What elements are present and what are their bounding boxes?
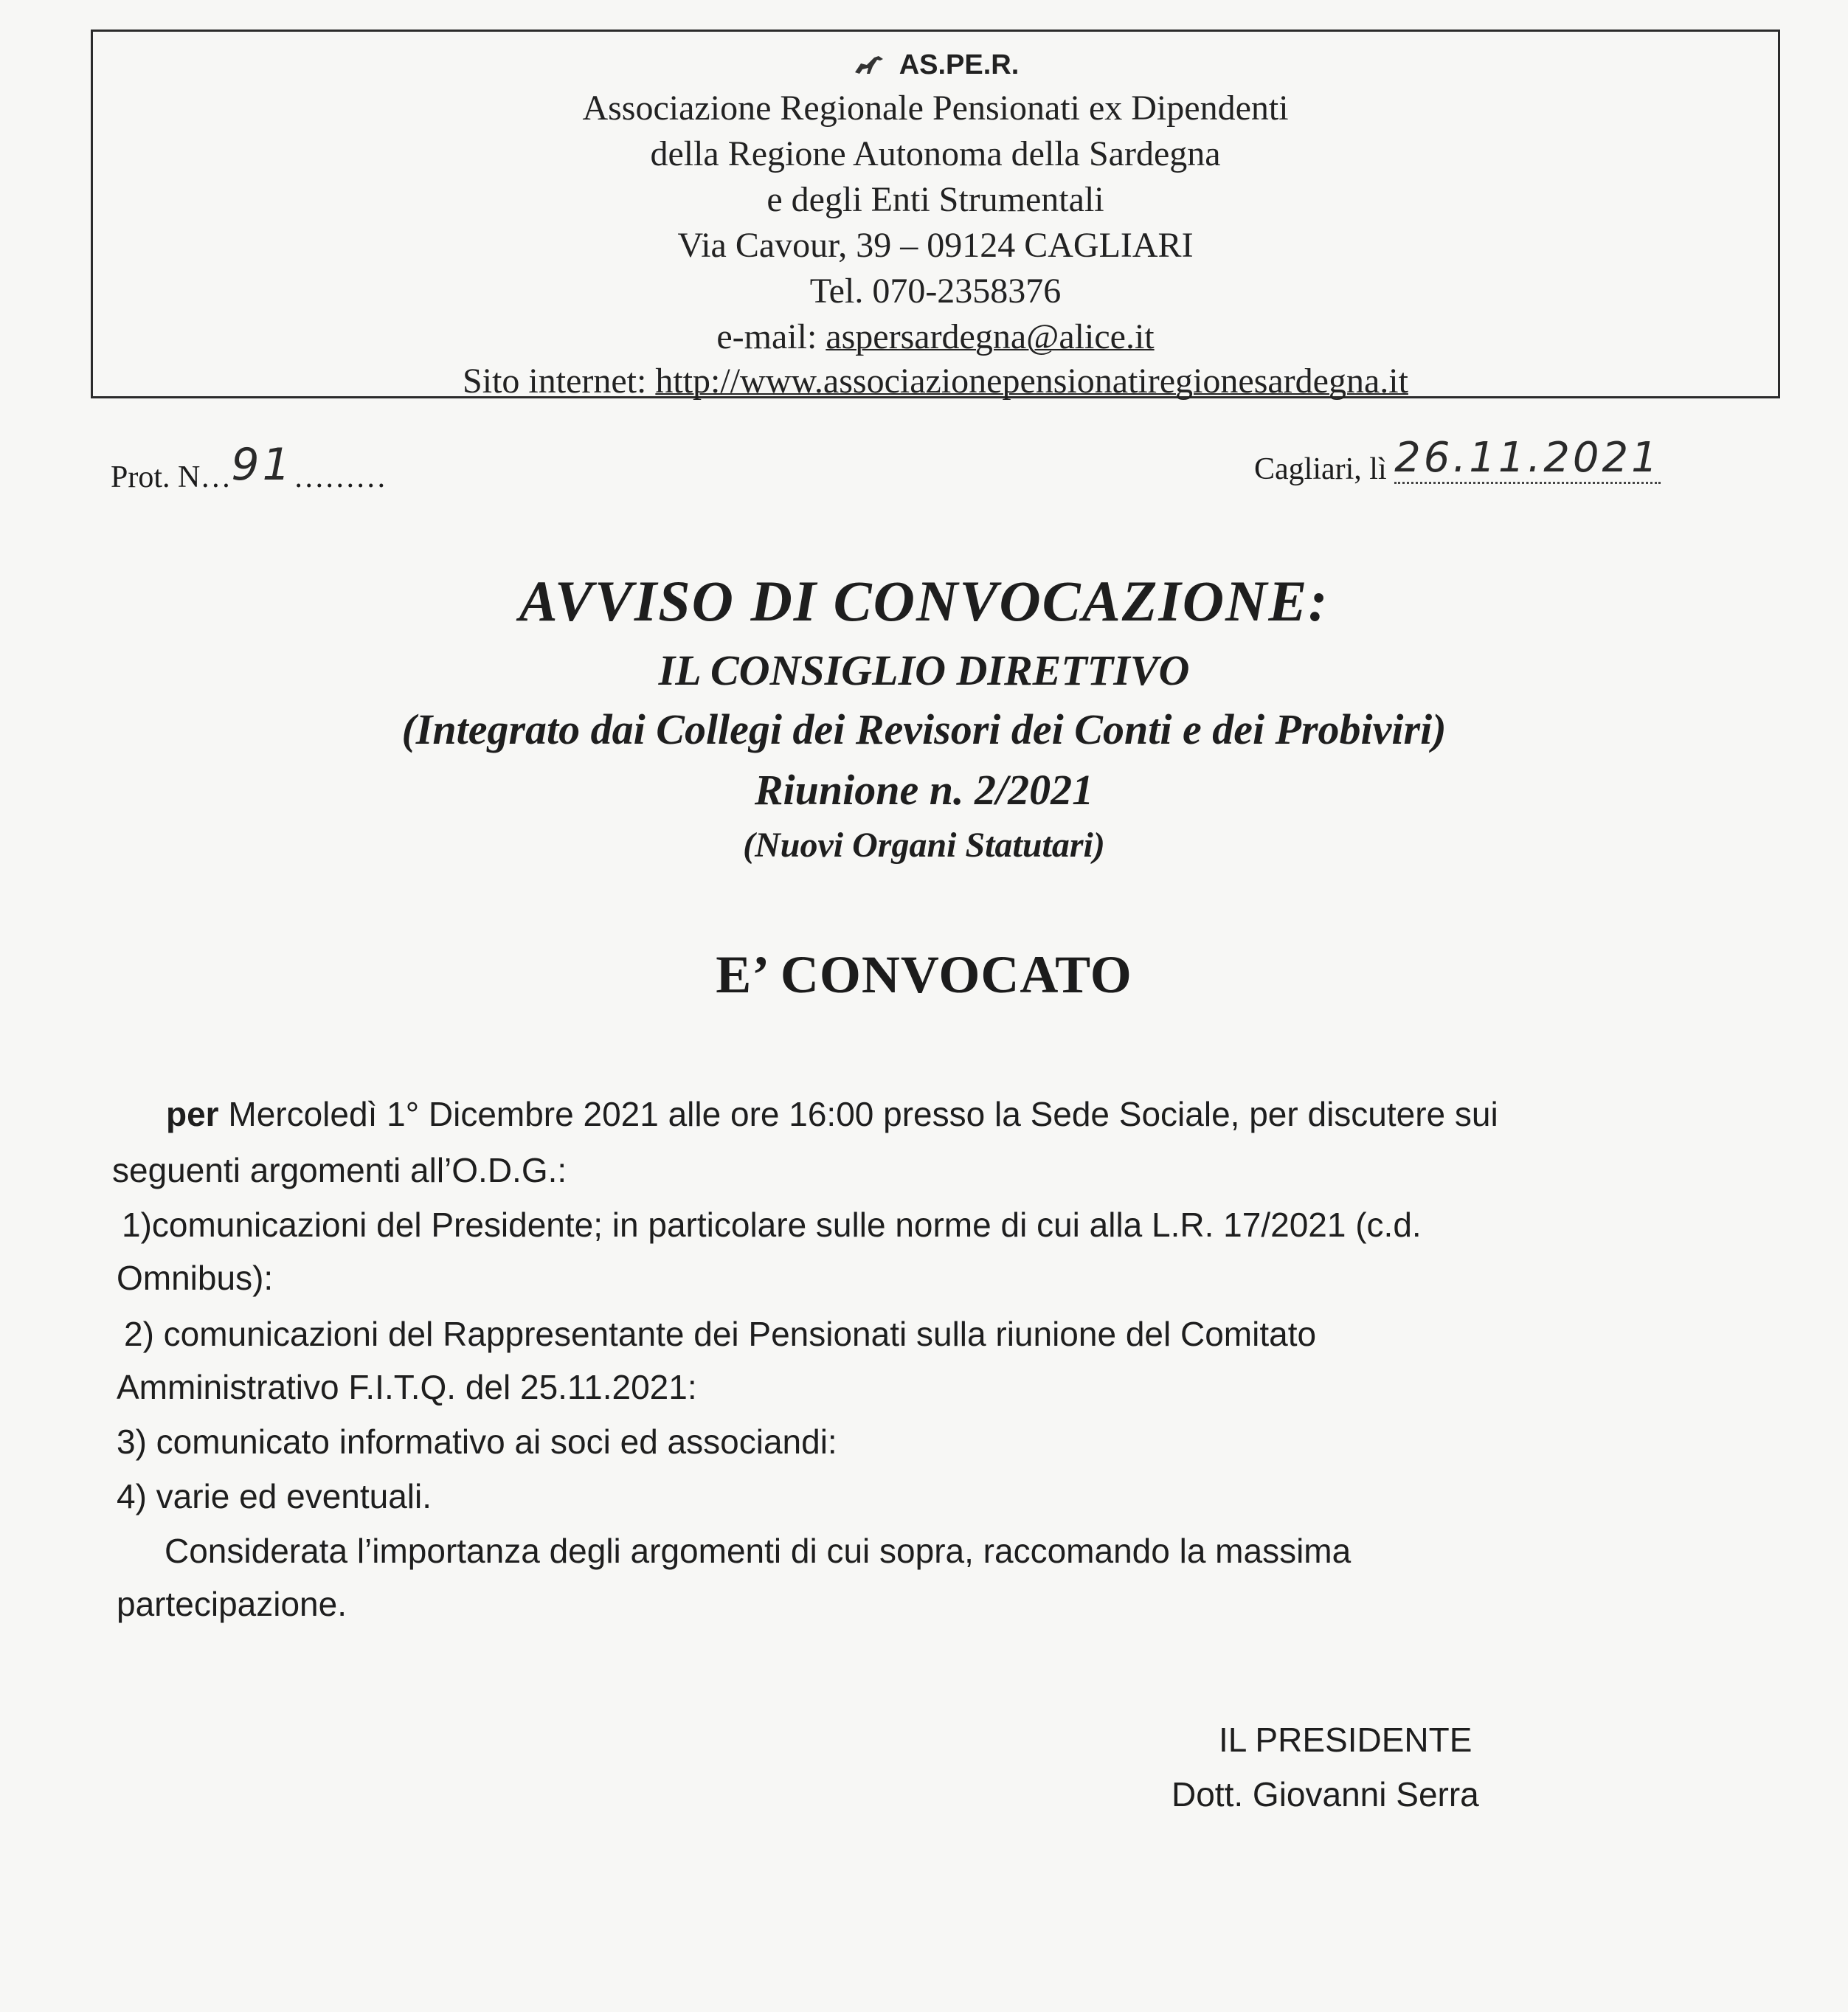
agenda-item-2: 2) comunicazioni del Rappresentante dei Pensionati sulla riunione del Comitato [124, 1315, 1317, 1353]
letterhead-box [91, 30, 1780, 401]
letterhead-line: della Regione Autonoma della Sardegna [650, 134, 1221, 173]
body-intro-per: per [166, 1095, 219, 1133]
letterhead-line: e degli Enti Strumentali [766, 180, 1104, 219]
notice-title: AVVISO DI CONVOCAZIONE: [519, 569, 1329, 633]
protocol-number-handwritten: 91 [231, 439, 294, 491]
signature-name: Dott. Giovanni Serra [1172, 1775, 1479, 1814]
letterhead-phone: Tel. 070-2358376 [809, 272, 1062, 311]
letterhead-line: Associazione Regionale Pensionati ex Dipendenti [582, 89, 1289, 128]
letterhead-brand-line [93, 41, 1778, 87]
convocato-heading: E’ CONVOCATO [716, 945, 1132, 1004]
letterhead-email-line [93, 315, 1778, 359]
agenda-item-1-cont: Omnibus): [117, 1259, 274, 1297]
notice-subtitle-organs: (Nuovi Organi Statutari) [743, 826, 1105, 865]
site-link[interactable]: http://www.associazionepensionatiregionesardegna.it [655, 362, 1408, 401]
place-label: Cagliari, lì [1254, 452, 1387, 486]
email-label: e-mail: [716, 317, 817, 356]
protocol-label: Prot. N… [111, 460, 232, 494]
agenda-item-4: 4) varie ed eventuali. [117, 1477, 432, 1515]
signature-role: IL PRESIDENTE [1219, 1721, 1472, 1759]
body-intro-line-2: seguenti argomenti all’O.D.G.: [112, 1151, 567, 1189]
agenda-item-3: 3) comunicato informativo ai soci ed associandi: [117, 1422, 837, 1461]
body-intro-text: Mercoledì 1° Dicembre 2021 alle ore 16:00 presso la Sede Sociale, per discutere sui [228, 1095, 1498, 1133]
place-date-line [1254, 434, 1661, 489]
brand-name: AS.PE.R. [899, 49, 1020, 80]
email-link[interactable]: aspersardegna@alice.it [826, 317, 1155, 356]
site-label: Sito internet: [463, 362, 647, 401]
agenda-item-1: 1)comunicazioni del Presidente; in particolare sulle norme di cui alla L.R. 17/2021 (c.d. [122, 1206, 1422, 1244]
notice-subtitle-council: IL CONSIGLIO DIRETTIVO [658, 646, 1190, 694]
notice-subtitle-integrated: (Integrato dai Collegi dei Revisori dei Conti e dei Probiviri) [401, 705, 1447, 753]
date-handwritten: 26.11.2021 [1394, 434, 1661, 484]
agenda-item-2-cont: Amministrativo F.I.T.Q. del 25.11.2021: [117, 1368, 697, 1406]
protocol-line [111, 439, 387, 498]
letterhead-address: Via Cavour, 39 – 09124 CAGLIARI [677, 226, 1194, 265]
protocol-dots: ……… [293, 460, 387, 494]
closing-line-2: partecipazione. [117, 1585, 347, 1623]
horse-logo-icon [852, 53, 889, 75]
closing-line-1: Considerata l’importanza degli argomenti di cui sopra, raccomando la massima [165, 1532, 1352, 1570]
letterhead-site-line [93, 359, 1778, 404]
body-intro-line [166, 1093, 1498, 1135]
notice-meeting-number: Riunione n. 2/2021 [754, 766, 1094, 814]
